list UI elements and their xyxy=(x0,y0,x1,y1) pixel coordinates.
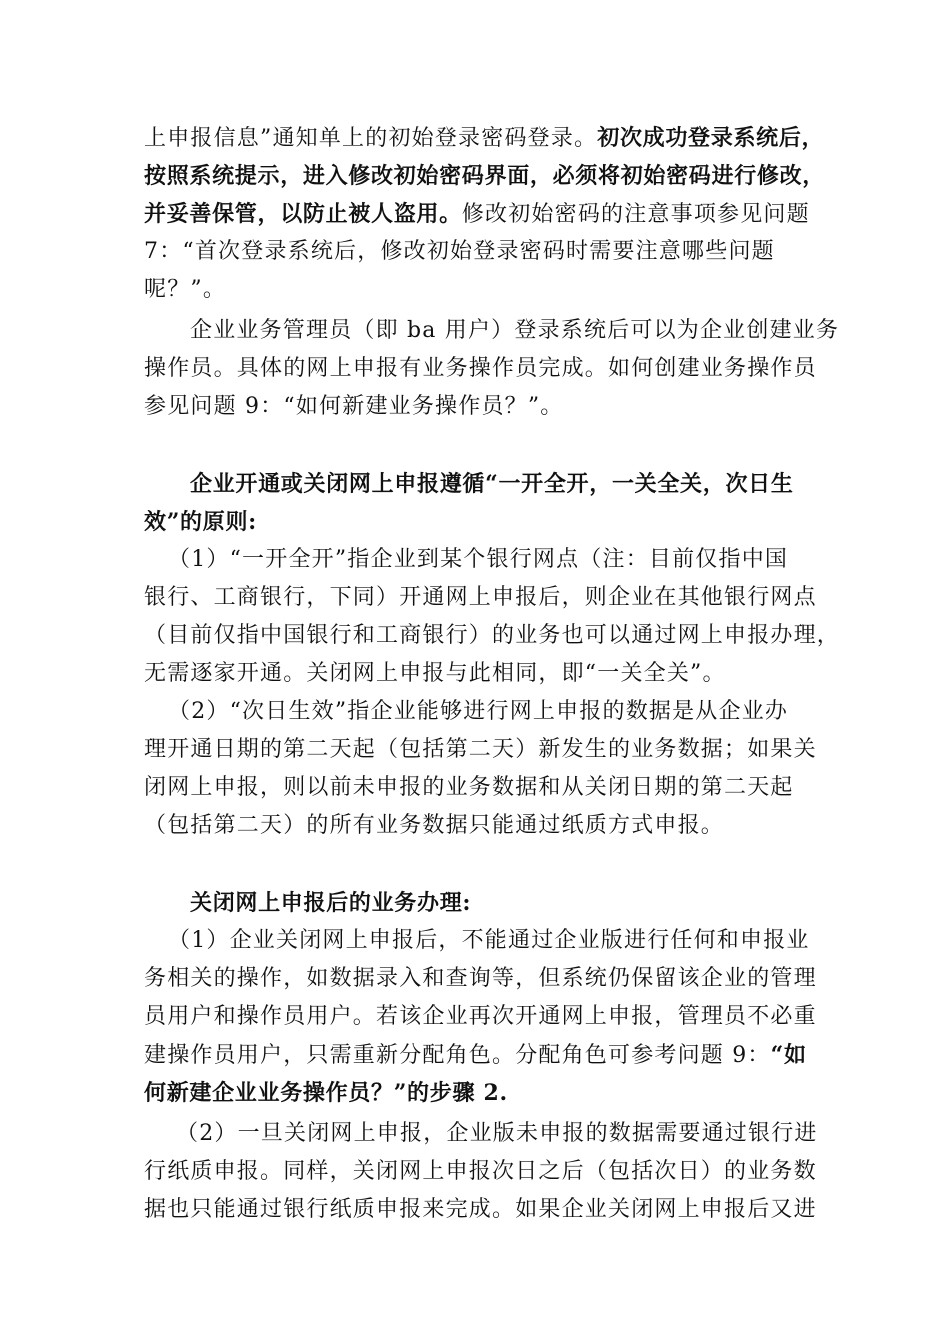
text-bold: 初次成功登录系统后， xyxy=(597,125,825,151)
text-bold: 并妥善保管，以防止被人盗用。 xyxy=(144,201,462,227)
paragraph-line: （2）“次日生效”指企业能够进行网上申报的数据是从企业办 xyxy=(168,699,789,724)
text-normal: 修改初始密码的注意事项参见问题 xyxy=(461,202,810,227)
paragraph-line xyxy=(144,119,824,157)
paragraph-line: 务相关的操作，如数据录入和查询等，但系统仍保留该企业的管理 xyxy=(144,966,817,991)
paragraph-line: （目前仅指中国银行和工商银行）的业务也可以通过网上申报办理， xyxy=(144,623,841,648)
section-heading: 关闭网上申报后的业务办理: xyxy=(190,890,472,916)
paragraph-line: 7：“首次登录系统后，修改初始登录密码时需要注意哪些问题 xyxy=(144,239,775,264)
text-normal: 上申报信息”通知单上的初始登录密码登录。 xyxy=(144,126,598,151)
paragraph-line-bold: 按照系统提示，进入修改初始密码界面，必须将初始密码进行修改， xyxy=(144,163,826,189)
text-bold: “如 xyxy=(770,1042,807,1068)
paragraph-line: 理开通日期的第二天起（包括第二天）新发生的业务数据；如果关 xyxy=(144,737,817,762)
section-heading: 效”的原则: xyxy=(144,509,257,535)
paragraph-line: （2）一旦关闭网上申报，企业版未申报的数据需要通过银行进 xyxy=(176,1121,818,1146)
paragraph-line: 参见问题 9：“如何新建业务操作员？”。 xyxy=(144,394,564,419)
paragraph-line: （1）“一开全开”指企业到某个银行网点（注：目前仅指中国 xyxy=(168,547,789,572)
paragraph-line: 操作员。具体的网上申报有业务操作员完成。如何创建业务操作员 xyxy=(144,356,817,381)
text-normal: 建操作员用户，只需重新分配角色。分配角色可参考问题 9： xyxy=(144,1043,771,1068)
paragraph-line: 无需逐家开通。关闭网上申报与此相同，即“一关全关”。 xyxy=(144,661,726,686)
paragraph-line: 闭网上申报，则以前未申报的业务数据和从关闭日期的第二天起 xyxy=(144,775,794,800)
paragraph-line: （包括第二天）的所有业务数据只能通过纸质方式申报。 xyxy=(144,813,725,838)
paragraph-line: 行纸质申报。同样，关闭网上申报次日之后（包括次日）的业务数 xyxy=(144,1159,817,1184)
paragraph-line: （1）企业关闭网上申报后，不能通过企业版进行任何和申报业 xyxy=(168,928,810,953)
paragraph-line: 员用户和操作员用户。若该企业再次开通网上申报，管理员不必重 xyxy=(144,1004,817,1029)
paragraph-line xyxy=(144,195,824,233)
paragraph-line: 企业业务管理员（即 ba 用户）登录系统后可以为企业创建业务 xyxy=(190,318,840,343)
section-heading: 企业开通或关闭网上申报遵循“一开全开，一关全关，次日生 xyxy=(190,471,794,497)
paragraph-line: 银行、工商银行，下同）开通网上申报后，则企业在其他银行网点 xyxy=(144,585,817,610)
paragraph-line xyxy=(144,1036,824,1074)
paragraph-line: 据也只能通过银行纸质申报来完成。如果企业关闭网上申报后又进 xyxy=(144,1197,817,1222)
paragraph-line-bold: 何新建企业业务操作员？”的步骤 2. xyxy=(144,1080,508,1106)
paragraph-line: 呢？”。 xyxy=(144,277,227,302)
